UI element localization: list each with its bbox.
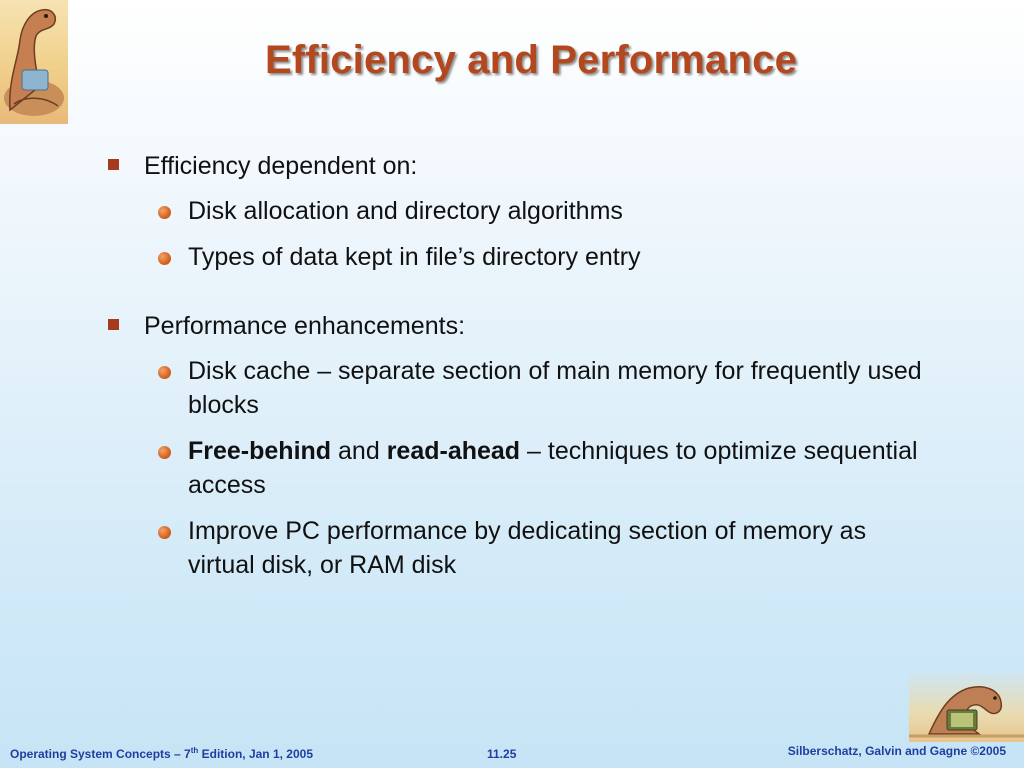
round-bullet-icon [158,526,171,539]
bullet-level2 [104,354,924,422]
bullet-text [188,437,918,499]
bold-term-free-behind: Free-behind [188,437,332,465]
footer-text: Operating System Concepts – 7 [10,747,191,761]
bullet-level2 [104,514,924,582]
round-bullet-icon [158,206,171,219]
square-bullet-icon [108,159,119,170]
footer-superscript: th [190,746,199,755]
bullet-text: Performance enhancements: [144,312,466,340]
bullet-text: Improve PC performance by dedicating section of memory as virtual disk, or RAM disk [188,517,867,579]
slide-content [104,148,924,582]
bullet-level2 [104,240,924,274]
footer-text: Edition, Jan 1, 2005 [198,747,314,761]
round-bullet-icon [158,252,171,265]
bullet-level1 [104,308,924,344]
page-number: 11.25 [487,747,517,761]
square-bullet-icon [108,319,119,330]
slide-title: Efficiency and Performance [264,38,798,82]
footer-course-title [10,747,313,761]
round-bullet-icon [158,366,171,379]
bullet-level2 [104,434,924,502]
round-bullet-icon [158,446,171,459]
bullet-text: Types of data kept in file’s directory entry [188,243,641,271]
section-gap [104,274,924,308]
bullet-text-part: – techniques to optimize sequential access [188,437,918,499]
bold-term-read-ahead: read-ahead [386,437,521,465]
bullet-text: Efficiency dependent on: [144,152,418,180]
bullet-level2 [104,194,924,228]
bullet-text: Disk allocation and directory algorithms [188,197,623,225]
footer-copyright: Silberschatz, Galvin and Gagne ©2005 [787,744,1006,758]
bullet-level1 [104,148,924,184]
bullet-text: Disk cache – separate section of main memory for frequently used blocks [188,357,922,419]
bullet-text-part: and [331,437,387,465]
dinosaur-laptop-icon [909,672,1024,742]
